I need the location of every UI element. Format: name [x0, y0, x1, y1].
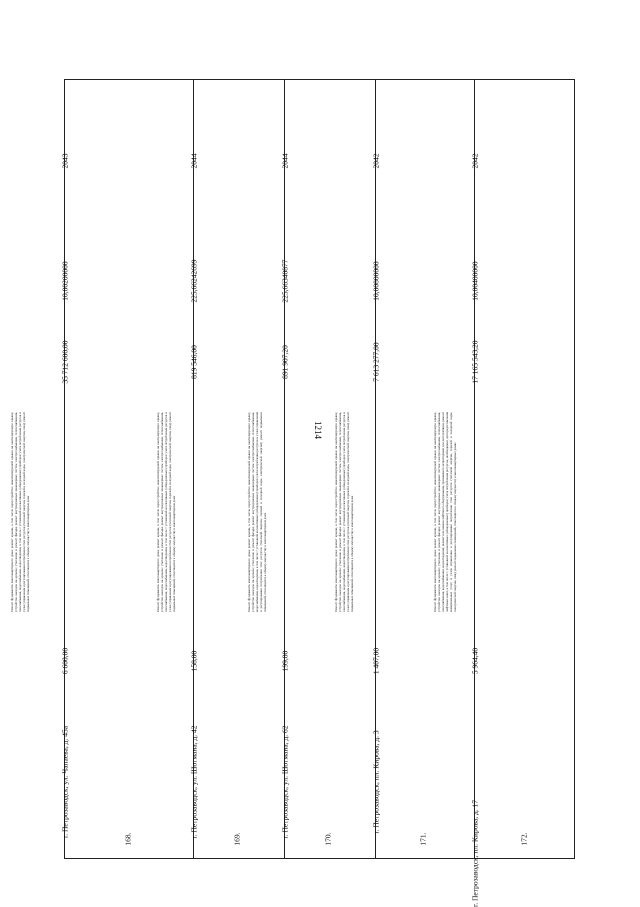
row-number: 168.: [123, 832, 133, 846]
cost-text: 35 712 600,00: [60, 340, 70, 384]
address-text: г. Петрозаводск, ул. Чапаева, д. 45а: [60, 725, 70, 839]
works-text: Ремонт фундамента многоквартирного дома; ремонт крыши, в том числе переустройство невентилируемой крыши на вентилируемую крышу, устройство выходов на кровлю; утепление и ремонт фасада; ремонт внутридомовых инженерных систем электроснабжения, теплоснабжения, газоснабжения, водоснабжения, водоотведения; ремонт или замена лифтового оборудования, признанного непригодным для эксплуатации, ремонт лифтовых шахт, в том числе с установкой коллективных (общедомовых) приборов учета потребления ресурсов, необходимых для предоставления коммунальных услуг, и узлов управления и регулирования потребления этих ресурсов (тепловой энергии, горячей и холодной воды, электрической энергии, газа); ремонт подвальных помещений, относящихся к общему имуществу в многоквартирных домах: [433, 411, 458, 612]
cost-text: 891 907,20: [280, 345, 290, 379]
table-row: [433, 80, 576, 907]
cost-text: 17 165 543,20: [470, 340, 480, 384]
unit-cost-text: 10,00800000: [371, 260, 381, 301]
row-number: 170.: [323, 832, 333, 846]
page-number: 1214: [313, 421, 323, 439]
year-text: 2044: [189, 153, 199, 168]
works-text: Ремонт фундамента многоквартирного дома; ремонт крыши, в том числе переустройство невентилируемой крыши на вентилируемую крышу, устройство выходов на кровлю; утепление и ремонт фасада; ремонт внутридомовых инженерных систем электроснабжения, теплоснабжения, водоснабжения, водоотведения, в том числе с установкой коллективных (общедомовых) приборов учета потребления ресурсов и узлов управления и регулирования потребления этих ресурсов (тепловой энергии, горячей и холодной воды, электрической энергии); ремонт подвальных помещений, относящихся к общему имуществу в многоквартирном доме: [247, 411, 268, 612]
row-number: 172.: [519, 832, 529, 846]
works-text: Ремонт фундамента многоквартирного дома; ремонт крыши, в том числе переустройство невентилируемой крыши на вентилируемую крышу, устройство выходов на кровлю; утепление и ремонт фасада; ремонт внутридомовых инженерных систем электроснабжения, теплоснабжения, газоснабжения, водоснабжения, водоотведения, в том числе с установкой коллективных (общедомовых) приборов учета потребления ресурсов и узлов управления и регулирования потребления этих ресурсов (тепловой энергии, горячей и холодной воды, электрической энергии, газа); ремонт подвальных помещений, относящихся к общему имуществу в многоквартирном доме: [156, 411, 177, 612]
area-text: 158,00: [189, 650, 199, 672]
address-text: г. Петрозаводск, ул. Шотмана, д. 42: [189, 725, 199, 839]
unit-cost-text: 10,00400000: [470, 260, 480, 301]
area-text: 199,80: [280, 650, 290, 672]
address-text: г. Петрозаводск, пл. Кирова, д. 3: [371, 730, 381, 834]
unit-cost-text: 10,00200000: [60, 260, 70, 301]
works-text: Ремонт фундамента многоквартирного дома; ремонт крыши, в том числе переустройство невентилируемой крыши на вентилируемую крышу, устройство выходов на кровлю; утепление и ремонт фасада; ремонт внутридомовых инженерных систем электроснабжения, теплоснабжения, газоснабжения, водоснабжения, водоотведения, в том числе с установкой коллективных (общедомовых) приборов учета потребления ресурсов и узлов управления и регулирования потребления этих ресурсов (тепловой энергии, горячей и холодной воды, электрической энергии, газа); ремонт подвальных помещений, относящихся к общему имуществу в многоквартирном доме: [10, 411, 31, 612]
address-text: г. Петрозаводск, ул. Шотмана, д. 62: [280, 725, 290, 839]
cost-text: 819 546,00: [189, 345, 199, 379]
table-row: [156, 80, 284, 858]
cost-text: 7 613 277,00: [371, 342, 381, 382]
row-number: 171.: [418, 832, 428, 846]
table-row: [334, 80, 474, 858]
year-text: 2042: [371, 153, 381, 168]
year-text: 2042: [470, 153, 480, 168]
table-row: [10, 80, 193, 858]
year-text: 2043: [60, 153, 70, 168]
works-text: Ремонт фундамента многоквартирного дома; ремонт крыши, в том числе переустройство невентилируемой крыши на вентилируемую крышу, устройство выходов на кровлю; утепление и ремонт фасада; ремонт внутридомовых инженерных систем электроснабжения, теплоснабжения, газоснабжения, водоснабжения, водоотведения, в том числе с установкой коллективных (общедомовых) приборов учета потребления ресурсов и узлов управления и регулирования потребления этих ресурсов (тепловой энергии, горячей и холодной воды, электрической энергии, газа); ремонт подвальных помещений, относящихся к общему имуществу в многоквартирном доме: [334, 411, 355, 612]
table-row: [247, 80, 375, 858]
address-text: г. Петрозаводск, пл. Кирова, д. 17: [470, 799, 480, 907]
capital-repair-table: [10, 79, 575, 907]
unit-cost-text: 225,66340877: [280, 258, 290, 303]
area-text: 6 600,00: [60, 647, 70, 675]
year-text: 2044: [280, 153, 290, 168]
unit-cost-text: 225,66242699: [189, 258, 199, 303]
area-text: 5 964,40: [470, 647, 480, 675]
row-number: 169.: [232, 832, 242, 846]
area-text: 1 407,00: [371, 647, 381, 675]
